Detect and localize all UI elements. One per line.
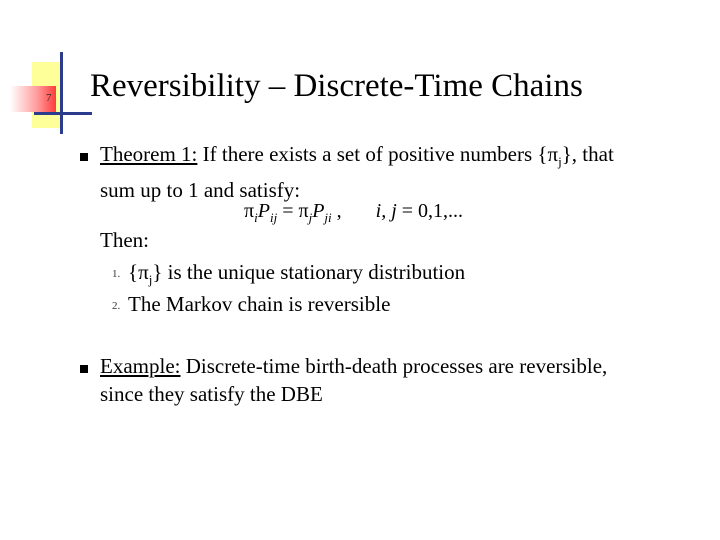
eq-sub-j: j	[308, 210, 313, 225]
example-paragraph	[100, 352, 607, 408]
slide-number: 7	[46, 92, 52, 104]
theorem-paragraph	[100, 140, 614, 204]
theorem-subscript: j	[558, 154, 562, 170]
slide-title: Reversibility – Discrete-Time Chains	[90, 68, 583, 104]
eq-comma: ,	[331, 200, 342, 222]
theorem-label: Theorem 1:	[100, 142, 198, 166]
eq-P2: P	[312, 200, 325, 222]
item-text: The Markov chain is reversible	[128, 292, 391, 316]
decorative-horizontal-line	[34, 112, 92, 115]
list-item	[100, 260, 465, 288]
eq-sub-ji: ji	[324, 210, 332, 225]
theorem-line2: sum up to 1 and satisfy:	[100, 178, 301, 203]
example-label: Example:	[100, 354, 181, 378]
theorem-text: If there exists a set of positive numbers {π	[197, 142, 559, 166]
eq-pi: π	[244, 200, 255, 222]
theorem-text-end: }, that	[561, 142, 614, 166]
bullet-square-icon	[80, 365, 88, 373]
eq-range-vars: i, j	[375, 200, 397, 222]
item-text-end: } is the unique stationary distribution	[152, 260, 466, 284]
item-subscript: j	[148, 272, 153, 288]
balance-equation	[244, 200, 463, 226]
eq-equals-pi: = π	[277, 200, 309, 222]
decorative-vertical-line	[60, 52, 63, 134]
list-number: 2.	[112, 300, 121, 313]
example-line2: since they satisfy the DBE	[100, 382, 323, 406]
eq-sub-ij: ij	[269, 210, 278, 225]
list-item	[100, 292, 390, 317]
then-label: Then:	[100, 228, 149, 252]
eq-P: P	[257, 200, 270, 222]
bullet-square-icon	[80, 153, 88, 161]
eq-range-values: = 0,1,...	[396, 200, 464, 222]
list-number: 1.	[112, 268, 121, 281]
item-text: {π	[128, 260, 149, 284]
eq-sub-i: i	[254, 210, 258, 225]
example-text: Discrete-time birth-death processes are reversible,	[180, 354, 608, 378]
